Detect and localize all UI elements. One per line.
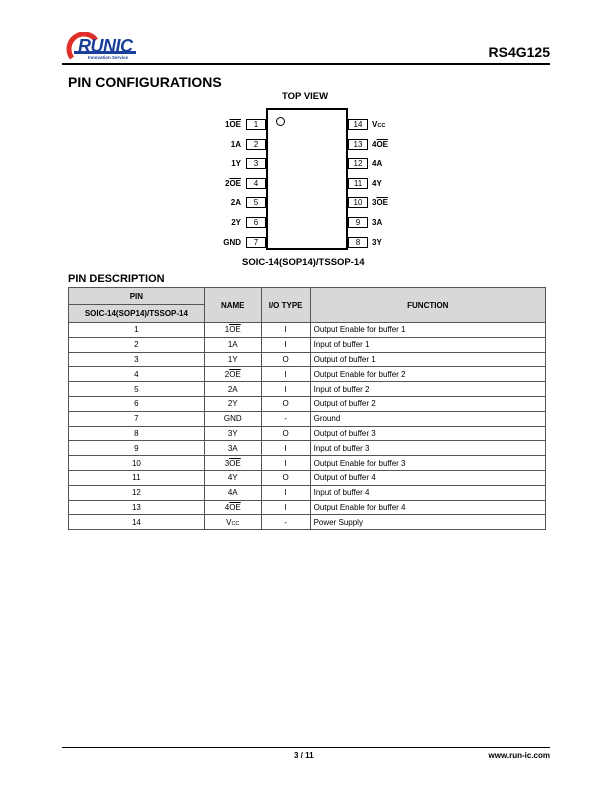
table-row bbox=[69, 367, 546, 382]
pin-label-11: 4Y bbox=[372, 178, 382, 188]
cell-function: Output Enable for buffer 3 bbox=[310, 456, 545, 471]
cell-name: 2A bbox=[204, 382, 261, 397]
cell-function: Input of buffer 3 bbox=[310, 441, 545, 456]
cell-name: 3Y bbox=[204, 426, 261, 441]
pin-number-13: 13 bbox=[348, 139, 368, 150]
pin-label-7: GND bbox=[223, 237, 241, 247]
cell-function: Output of buffer 3 bbox=[310, 426, 545, 441]
cell-io-type: O bbox=[261, 426, 310, 441]
cell-pin: 12 bbox=[69, 485, 205, 500]
pin-label-5: 2A bbox=[230, 198, 241, 208]
cell-io-type: I bbox=[261, 337, 310, 352]
logo-text: RUNIC bbox=[78, 36, 133, 56]
cell-name: $1\overline{OE}$ bbox=[204, 323, 261, 338]
cell-function: Ground bbox=[310, 411, 545, 426]
cell-pin: 10 bbox=[69, 456, 205, 471]
table-row bbox=[69, 411, 546, 426]
table-row bbox=[69, 323, 546, 338]
footer-divider bbox=[62, 747, 550, 748]
cell-function: Input of buffer 4 bbox=[310, 485, 545, 500]
table-row bbox=[69, 382, 546, 397]
cell-io-type: I bbox=[261, 323, 310, 338]
table-row bbox=[69, 456, 546, 471]
header-package: SOIC-14(SOP14)/TSSOP-14 bbox=[69, 305, 205, 323]
pin-number-12: 12 bbox=[348, 158, 368, 169]
cell-function: Output of buffer 4 bbox=[310, 470, 545, 485]
pin-label-2: 1A bbox=[230, 139, 241, 149]
pin-number-2: 2 bbox=[246, 139, 266, 150]
cell-pin: 8 bbox=[69, 426, 205, 441]
package-label: SOIC-14(SOP14)/TSSOP-14 bbox=[242, 257, 365, 268]
header-pin: PIN bbox=[69, 288, 205, 305]
pin-label-14: VCC bbox=[372, 120, 386, 129]
pin-number-3: 3 bbox=[246, 158, 266, 169]
pin-number-5: 5 bbox=[246, 197, 266, 208]
cell-io-type: - bbox=[261, 411, 310, 426]
cell-io-type: I bbox=[261, 456, 310, 471]
cell-function: Output Enable for buffer 1 bbox=[310, 323, 545, 338]
cell-pin: 2 bbox=[69, 337, 205, 352]
cell-pin: 1 bbox=[69, 323, 205, 338]
pin-label-9: 3A bbox=[372, 218, 383, 227]
cell-name: $3\overline{OE}$ bbox=[204, 456, 261, 471]
cell-name: 4A bbox=[204, 485, 261, 500]
cell-io-type: O bbox=[261, 396, 310, 411]
cell-name: VCC bbox=[204, 515, 261, 530]
cell-io-type: I bbox=[261, 500, 310, 515]
website-link[interactable]: www.run-ic.com bbox=[488, 751, 550, 760]
cell-name: 1A bbox=[204, 337, 261, 352]
logo-tagline: Innovation Service bbox=[88, 55, 129, 60]
pin-label-4: $2\overline{OE}$ bbox=[224, 178, 241, 188]
pin-number-9: 9 bbox=[348, 217, 368, 228]
cell-pin: 4 bbox=[69, 367, 205, 382]
cell-function: Output Enable for buffer 2 bbox=[310, 367, 545, 382]
pin-number-8: 8 bbox=[348, 237, 368, 248]
cell-pin: 9 bbox=[69, 441, 205, 456]
pin-label-3: 1Y bbox=[231, 159, 241, 169]
cell-io-type: I bbox=[261, 382, 310, 397]
pin-label-10: $3\overline{OE}$ bbox=[372, 198, 389, 208]
pin-label-1: $1\overline{OE}$ bbox=[224, 120, 241, 129]
document-id: RS4G125 bbox=[488, 44, 550, 60]
cell-pin: 11 bbox=[69, 470, 205, 485]
cell-name: $2\overline{OE}$ bbox=[204, 367, 261, 382]
pin-number-6: 6 bbox=[246, 217, 266, 228]
top-view-label: TOP VIEW bbox=[282, 91, 329, 102]
pin-label-8: 3Y bbox=[372, 237, 382, 247]
table-row bbox=[69, 441, 546, 456]
pin-number-4: 4 bbox=[246, 178, 266, 189]
table-row bbox=[69, 515, 546, 530]
pin-label-13: $4\overline{OE}$ bbox=[372, 139, 389, 149]
cell-pin: 14 bbox=[69, 515, 205, 530]
cell-function: Output of buffer 1 bbox=[310, 352, 545, 367]
cell-function: Input of buffer 1 bbox=[310, 337, 545, 352]
cell-io-type: I bbox=[261, 485, 310, 500]
table-row bbox=[69, 337, 546, 352]
cell-pin: 6 bbox=[69, 396, 205, 411]
cell-function: Output Enable for buffer 4 bbox=[310, 500, 545, 515]
cell-name: $4\overline{OE}$ bbox=[204, 500, 261, 515]
cell-name: 3A bbox=[204, 441, 261, 456]
cell-pin: 13 bbox=[69, 500, 205, 515]
pin-label-12: 4A bbox=[372, 159, 383, 169]
cell-name: GND bbox=[204, 411, 261, 426]
table-row bbox=[69, 396, 546, 411]
cell-io-type: I bbox=[261, 441, 310, 456]
cell-io-type: O bbox=[261, 352, 310, 367]
pin-label-6: 2Y bbox=[231, 218, 241, 227]
table-row bbox=[69, 352, 546, 367]
table-row bbox=[69, 485, 546, 500]
ic-package-body bbox=[266, 108, 348, 250]
header-function: FUNCTION bbox=[310, 288, 545, 323]
header-io-type: I/O TYPE bbox=[261, 288, 310, 323]
cell-name: 2Y bbox=[204, 396, 261, 411]
cell-name: 1Y bbox=[204, 352, 261, 367]
cell-io-type: I bbox=[261, 367, 310, 382]
header-divider bbox=[62, 63, 550, 65]
cell-pin: 5 bbox=[69, 382, 205, 397]
header-name: NAME bbox=[204, 288, 261, 323]
cell-pin: 3 bbox=[69, 352, 205, 367]
pin-number-10: 10 bbox=[348, 197, 368, 208]
pin-config-title: PIN CONFIGURATIONS bbox=[68, 74, 222, 90]
cell-io-type: - bbox=[261, 515, 310, 530]
pin-desc-title: PIN DESCRIPTION bbox=[68, 273, 165, 285]
table-row bbox=[69, 500, 546, 515]
pin-description-table bbox=[68, 287, 546, 530]
page-number: 3 / 11 bbox=[294, 751, 314, 760]
pin-number-11: 11 bbox=[348, 178, 368, 189]
pin-number-7: 7 bbox=[246, 237, 266, 248]
table-row bbox=[69, 426, 546, 441]
table-row bbox=[69, 470, 546, 485]
cell-io-type: O bbox=[261, 470, 310, 485]
cell-function: Output of buffer 2 bbox=[310, 396, 545, 411]
cell-name: 4Y bbox=[204, 470, 261, 485]
cell-pin: 7 bbox=[69, 411, 205, 426]
pin-number-1: 1 bbox=[246, 119, 266, 130]
cell-function: Power Supply bbox=[310, 515, 545, 530]
pin-number-14: 14 bbox=[348, 119, 368, 130]
cell-function: Input of buffer 2 bbox=[310, 382, 545, 397]
pin1-marker-dot bbox=[276, 117, 285, 126]
